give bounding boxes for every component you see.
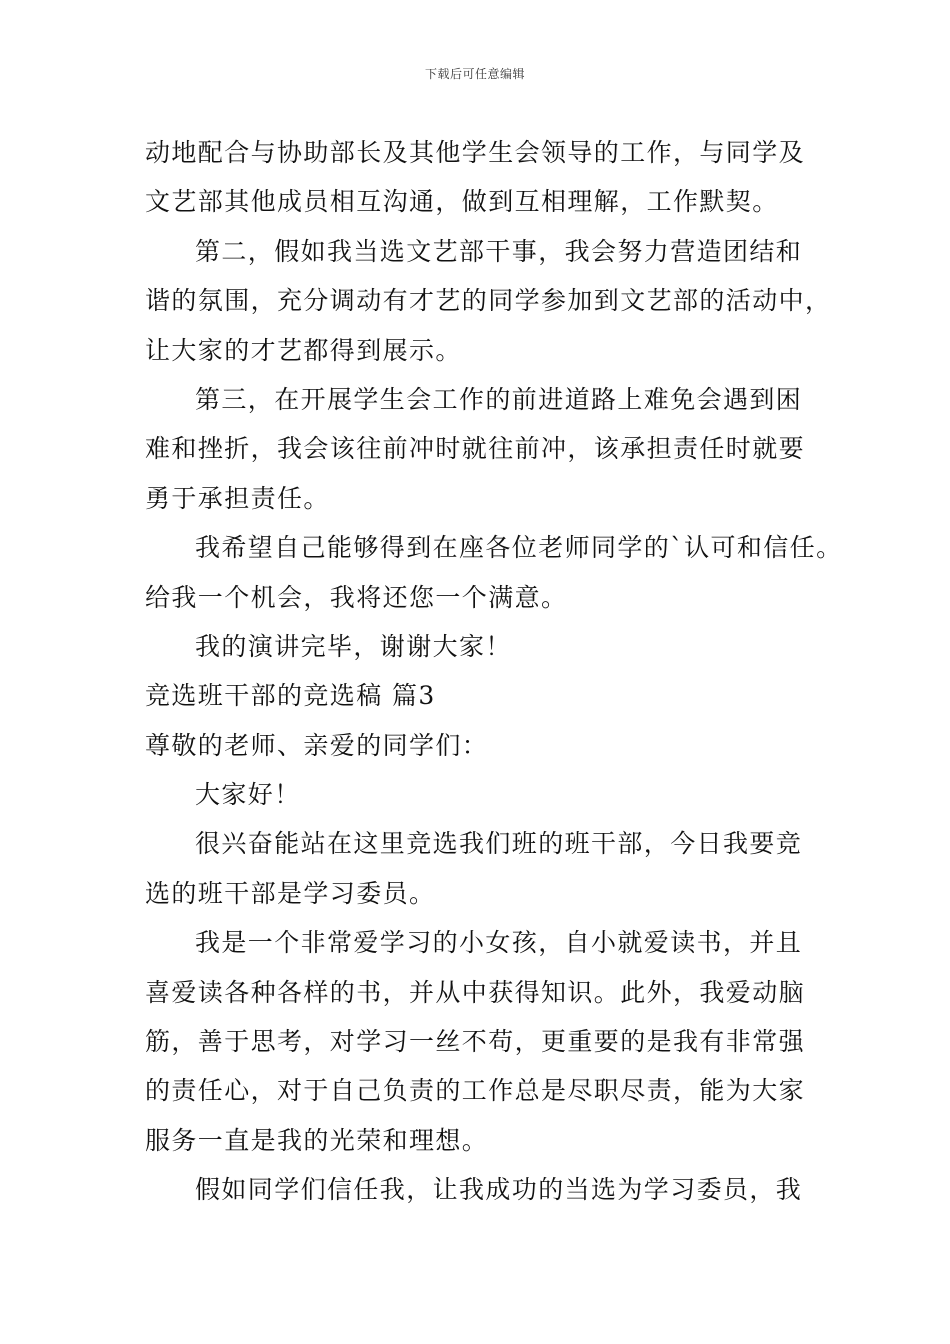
header-note: 下载后可任意编辑 — [424, 67, 525, 81]
section-heading: 竞选班干部的竞选稿 篇3 — [145, 681, 436, 711]
salutation: 尊敬的老师、亲爱的同学们： — [145, 730, 489, 760]
text-line: 的责任心，对于自己负责的工作总是尽职尽责，能为大家 — [145, 1076, 806, 1106]
body-text — [145, 128, 843, 1215]
text-line: 文艺部其他成员相互沟通，做到互相理解，工作默契。 — [145, 187, 779, 217]
greeting: 大家好！ — [195, 780, 301, 810]
paragraph-start-line: 第二，假如我当选文艺部干事，我会努力营造团结和 — [195, 236, 803, 266]
text-line: 服务一直是我的光荣和理想。 — [145, 1125, 489, 1155]
paragraph-start-line: 我希望自己能够得到在座各位老师同学的`认可和信任。 — [195, 533, 843, 563]
text-line: 给我一个机会，我将还您一个满意。 — [145, 582, 568, 612]
text-line: 动地配合与协助部长及其他学生会领导的工作，与同学及 — [145, 138, 806, 167]
paragraph-start-line: 很兴奋能站在这里竞选我们班的班干部，今日我要竞 — [195, 829, 803, 859]
paragraph-start-line: 第三，在开展学生会工作的前进道路上难免会遇到困 — [195, 384, 803, 414]
paragraph-start-line: 我是一个非常爱学习的小女孩，自小就爱读书，并且 — [195, 928, 803, 958]
text-line: 选的班干部是学习委员。 — [145, 878, 436, 908]
text-line: 让大家的才艺都得到展示。 — [145, 335, 462, 365]
text-line: 谐的氛围，充分调动有才艺的同学参加到文艺部的活动中， — [145, 286, 832, 316]
text-line: 勇于承担责任。 — [145, 483, 330, 513]
text-line: 难和挫折，我会该往前冲时就往前冲，该承担责任时就要 — [145, 434, 806, 464]
text-line: 喜爱读各种各样的书，并从中获得知识。此外，我爱动脑 — [145, 977, 806, 1007]
paragraph-start-line: 我的演讲完毕，谢谢大家！ — [195, 631, 512, 661]
text-line: 筋，善于思考，对学习一丝不苟，更重要的是我有非常强 — [145, 1027, 806, 1057]
paragraph-start-line: 假如同学们信任我，让我成功的当选为学习委员，我 — [195, 1175, 803, 1205]
